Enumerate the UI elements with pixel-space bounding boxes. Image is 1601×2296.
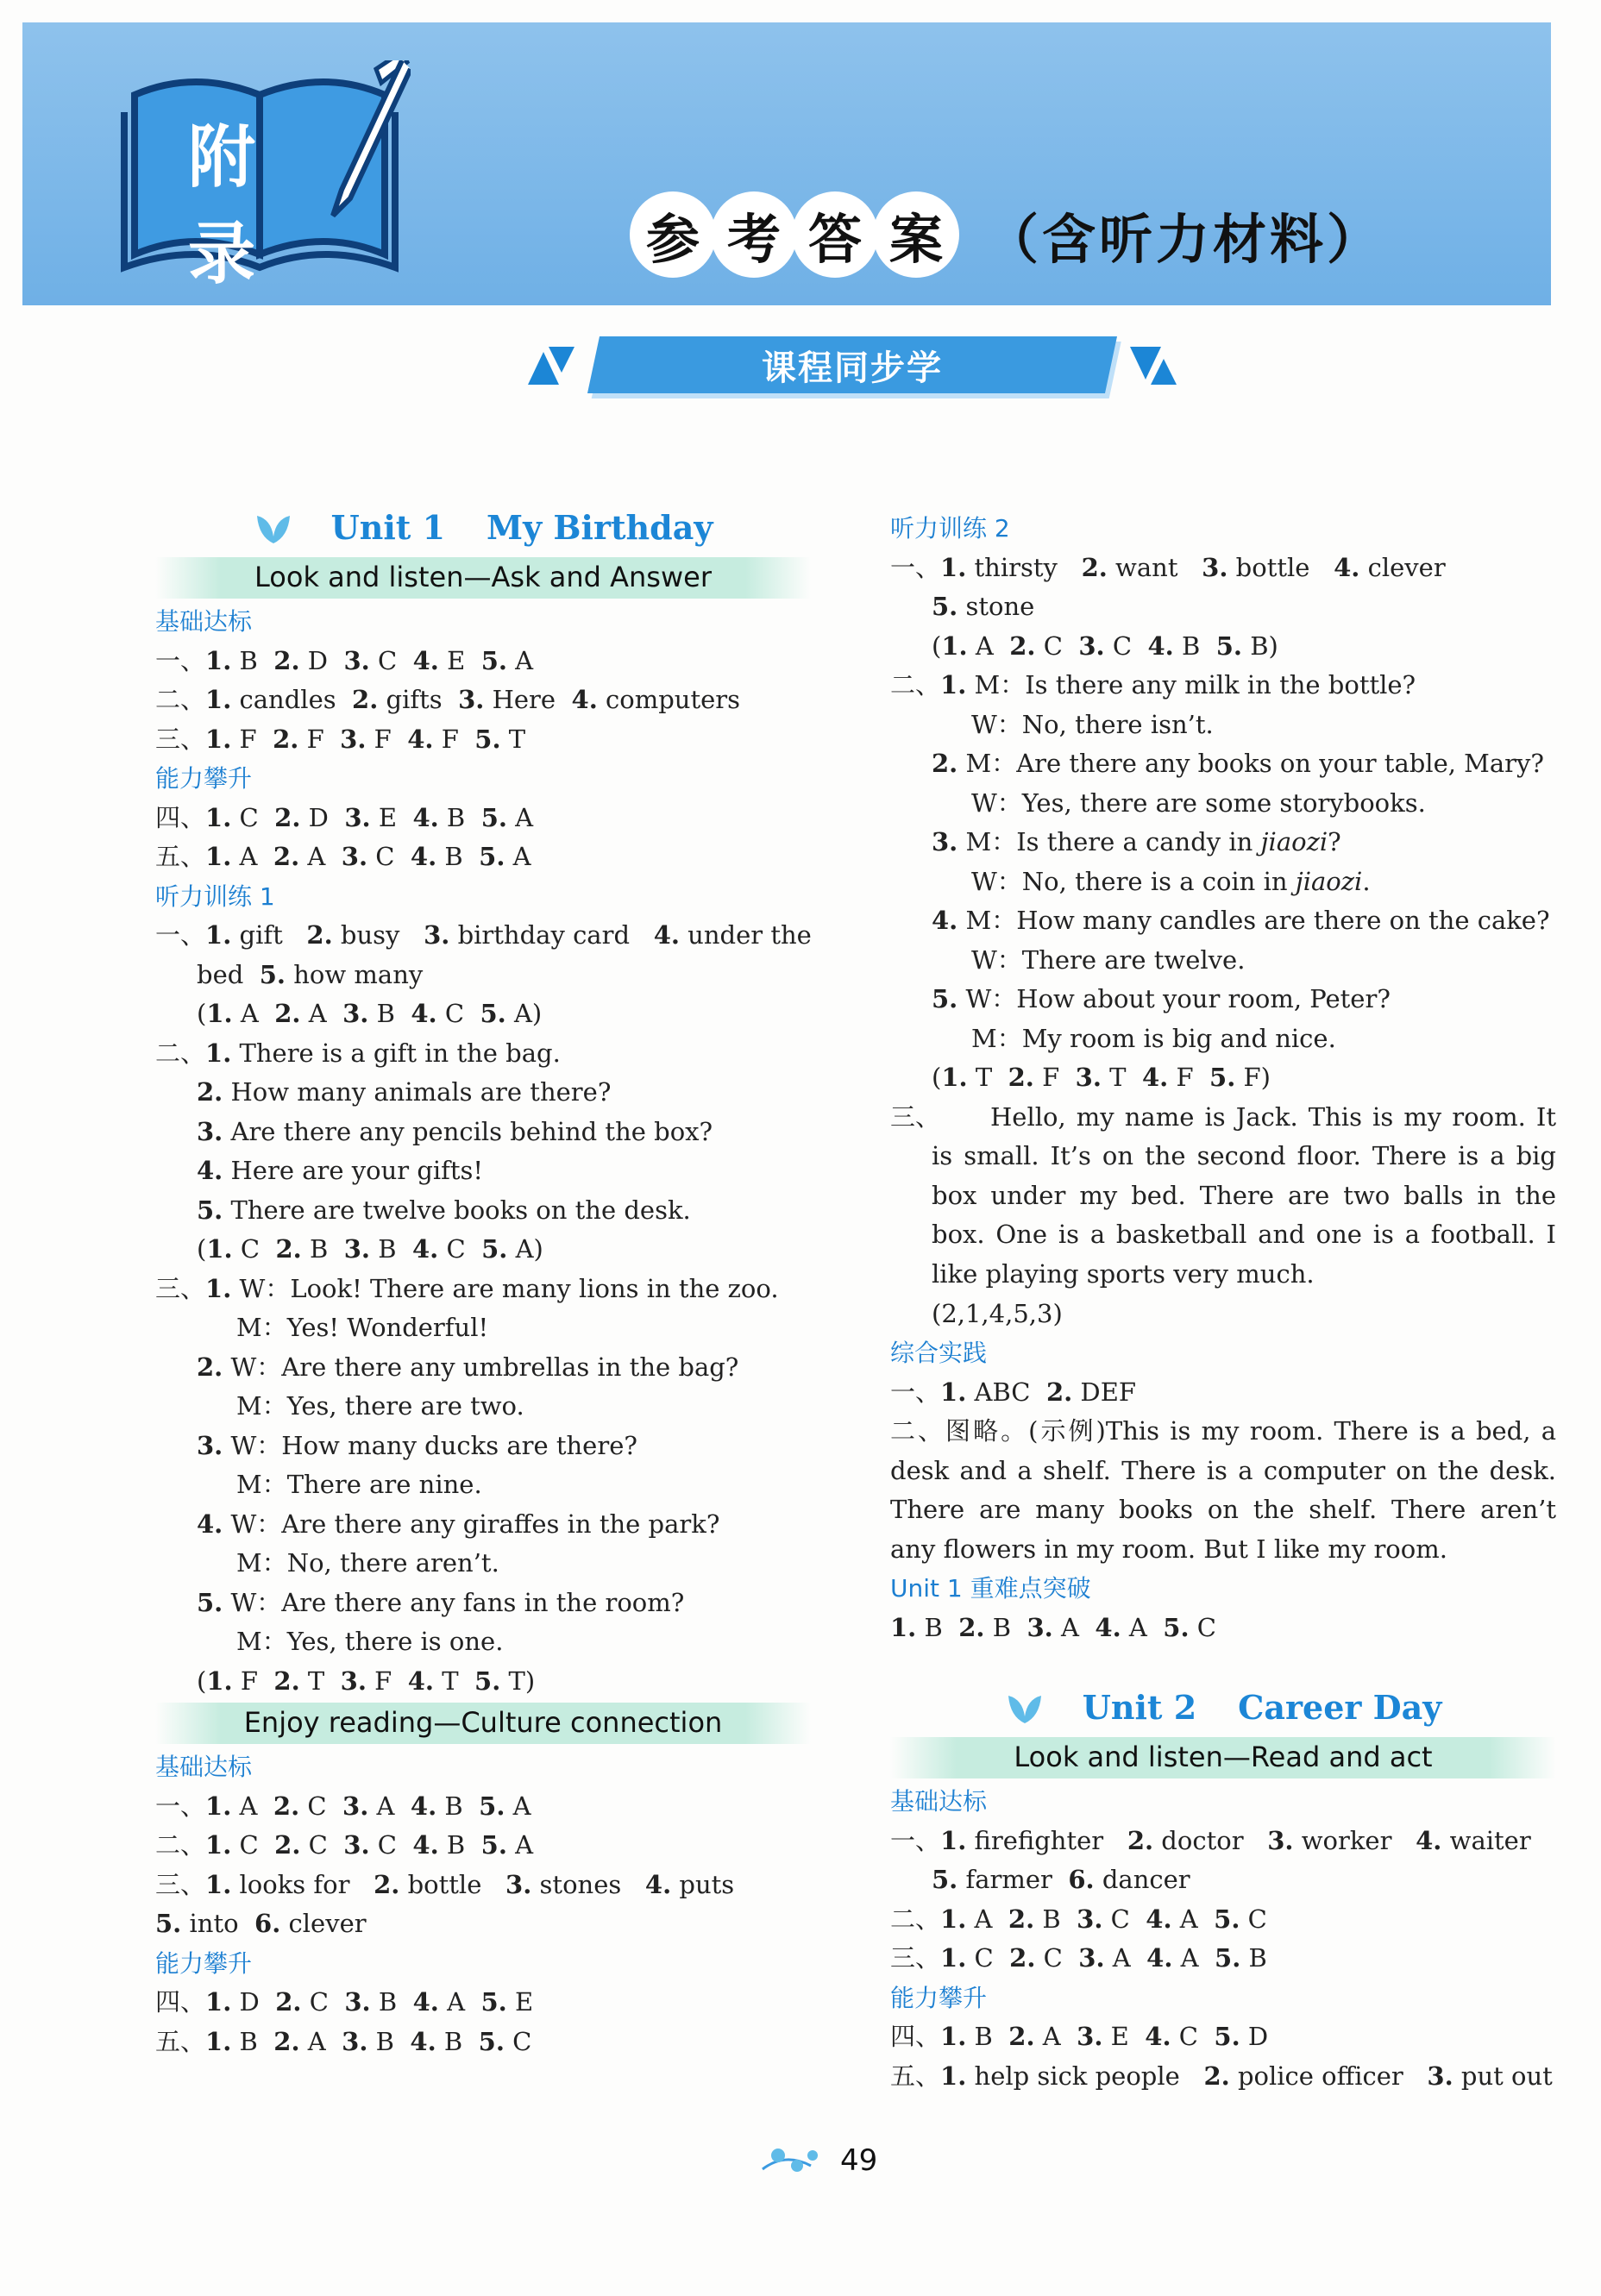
script-line: M：Yes, there is one.: [236, 1627, 504, 1656]
leaf-icon: [254, 511, 293, 545]
appendix-tag: 附 录: [188, 119, 280, 293]
passage-block: [890, 1098, 1556, 1295]
script-line: 3. W：How many ducks are there?: [197, 1430, 637, 1460]
page-number: [759, 2139, 877, 2182]
answer-line: 二、1. candles 2. gifts 3. Here 4. computers: [155, 685, 741, 714]
left-column: [155, 500, 811, 2061]
script-line: 5. W：Are there any fans in the room?: [197, 1587, 685, 1617]
section-label: Unit 1 重难点突破: [890, 1574, 1091, 1603]
triangle-icon-left: [524, 343, 576, 388]
answer-line: 五、1. A 2. A 3. C 4. B 5. A: [155, 842, 531, 871]
script-line: M：Yes! Wonderful!: [236, 1313, 489, 1342]
title-char: 答: [792, 191, 878, 278]
section-label: 综合实践: [890, 1339, 988, 1367]
answer-line: (1. A 2. C 3. C 4. B 5. B): [932, 630, 1278, 661]
script-line: W：There are twelve.: [971, 944, 1246, 975]
answer-line: 三、1. F 2. F 3. F 4. F 5. T: [155, 724, 526, 754]
script-line: W：No, there is a coin in jiaozi.: [971, 866, 1371, 896]
answer-line: 二、1. C 2. C 3. C 4. B 5. A: [155, 1830, 534, 1860]
script-line: 3. Are there any pencils behind the box?: [197, 1116, 713, 1146]
answer-line: 5. into 6. clever: [155, 1909, 367, 1938]
answer-line: (2,1,4,5,3): [932, 1298, 1063, 1328]
right-column: [890, 509, 1556, 2096]
leaf-icon: [1005, 1691, 1045, 1725]
section-label: 基础达标: [155, 607, 253, 636]
unit-number: Unit 1: [330, 508, 446, 548]
answer-line: 五、1. B 2. A 3. B 4. B 5. C: [155, 2026, 532, 2056]
page-title: [630, 191, 1384, 278]
flower-ornament-icon: [759, 2143, 828, 2178]
script-line: 二、1. There is a gift in the bag.: [155, 1038, 561, 1068]
section-label: 能力攀升: [155, 764, 253, 793]
script-line: 2. How many animals are there?: [197, 1077, 612, 1107]
script-line: 三、1. W：Look! There are many lions in the zoo.: [155, 1273, 779, 1303]
script-line: W：Yes, there are some storybooks.: [971, 787, 1426, 818]
title-char: 案: [873, 191, 959, 278]
answer-line: (1. F 2. T 3. F 4. T 5. T): [197, 1666, 536, 1696]
answer-line: 1. B 2. B 3. A 4. A 5. C: [890, 1612, 1216, 1642]
unit-number: Unit 2: [1082, 1688, 1197, 1728]
script-line: 3. M：Is there a candy in jiaozi?: [932, 827, 1341, 856]
script-line: 2. M：Are there any books on your table, Mary?: [932, 749, 1544, 778]
part-heading: Enjoy reading—Culture connection: [155, 1703, 811, 1744]
section-label: 基础达标: [155, 1753, 253, 1781]
answer-line: 一、1. gift 2. busy 3. birthday card 4. under the: [155, 920, 812, 950]
title-char: 考: [711, 191, 797, 278]
unit-heading: [890, 1680, 1556, 1735]
section-label: 能力攀升: [890, 1983, 988, 2012]
answer-line: 三、1. C 2. C 3. A 4. A 5. B: [890, 1943, 1267, 1973]
listening-passage: Hello, my name is Jack. This is my room. It is small. It’s on the second floor. There is a big box under my bed. There are two balls in the box. One is a basketball and one is a football. I like playing sports very much.: [932, 1101, 1556, 1289]
script-line: 2. W：Are there any umbrellas in the bag?: [197, 1352, 739, 1382]
answer-line: 四、1. B 2. A 3. E 4. C 5. D: [890, 2022, 1269, 2051]
unit-heading: [155, 500, 811, 555]
script-line: W：No, there isn’t.: [971, 709, 1214, 739]
answer-line: 三、1. looks for 2. bottle 3. stones 4. puts: [155, 1869, 735, 1899]
section-label: 能力攀升: [155, 1948, 253, 1978]
answer-line: 一、1. B 2. D 3. C 4. E 5. A: [155, 645, 534, 675]
item-label: 三、: [890, 1101, 941, 1132]
answer-line: 一、1. ABC 2. DEF: [890, 1377, 1136, 1407]
script-line: M：Yes, there are two.: [236, 1391, 524, 1421]
title-suffix: （含听力材料）: [985, 207, 1384, 271]
answer-line: 四、1. C 2. D 3. E 4. B 5. A: [155, 802, 534, 832]
answer-line: (1. C 2. B 3. B 4. C 5. A): [197, 1234, 543, 1264]
answer-line: 5. stone: [932, 592, 1035, 621]
section-label: 基础达标: [890, 1787, 988, 1816]
answer-line: bed 5. how many: [197, 959, 424, 989]
answer-line: 一、1. firefighter 2. doctor 3. worker 4. waiter: [890, 1825, 1531, 1855]
section-title: 课程同步学: [762, 348, 943, 388]
script-line: 5. There are twelve books on the desk.: [197, 1195, 691, 1225]
sample-writing: 二、图略。(示例)This is my room. There is a bed, a desk and a shelf. There is a computer on the desk. There are many books on the shelf. There aren’t any flowers in my room. But I like my room.: [890, 1416, 1556, 1564]
answer-line: 四、1. D 2. C 3. B 4. A 5. E: [155, 1987, 534, 2017]
answer-line: (1. A 2. A 3. B 4. C 5. A): [197, 999, 543, 1028]
script-line: M：My room is big and nice.: [971, 1023, 1336, 1053]
script-line: 4. W：Are there any giraffes in the park?: [197, 1509, 720, 1539]
page-number-text: 49: [840, 2143, 878, 2178]
unit-name: My Birthday: [487, 508, 713, 548]
section-label: 听力训练 1: [155, 881, 275, 911]
section-label: 听力训练 2: [890, 514, 1010, 543]
script-line: 4. Here are your gifts!: [197, 1156, 484, 1185]
answer-line: 二、1. A 2. B 3. C 4. A 5. C: [890, 1904, 1267, 1934]
triangle-icon-right: [1127, 343, 1178, 388]
script-line: M：There are nine.: [236, 1470, 482, 1499]
script-line: 4. M：How many candles are there on the cake?: [932, 906, 1550, 935]
title-char: 参: [630, 191, 716, 278]
script-line: M：No, there aren’t.: [236, 1548, 499, 1578]
answer-line: (1. T 2. F 3. T 4. F 5. F): [932, 1063, 1271, 1092]
answer-line: 一、1. thirsty 2. want 3. bottle 4. clever: [890, 552, 1446, 582]
script-line: 二、1. M：Is there any milk in the bottle?: [890, 670, 1416, 699]
answer-line: 一、1. A 2. C 3. A 4. B 5. A: [155, 1791, 531, 1821]
script-line: 5. W：How about your room, Peter?: [932, 984, 1391, 1013]
answer-line: 5. farmer 6. dancer: [932, 1865, 1190, 1894]
part-heading: Look and listen—Read and act: [890, 1737, 1556, 1778]
part-heading: Look and listen—Ask and Answer: [155, 557, 811, 599]
answer-line: 五、1. help sick people 2. police officer 3. put out: [890, 2061, 1553, 2091]
unit-name: Career Day: [1238, 1688, 1442, 1728]
